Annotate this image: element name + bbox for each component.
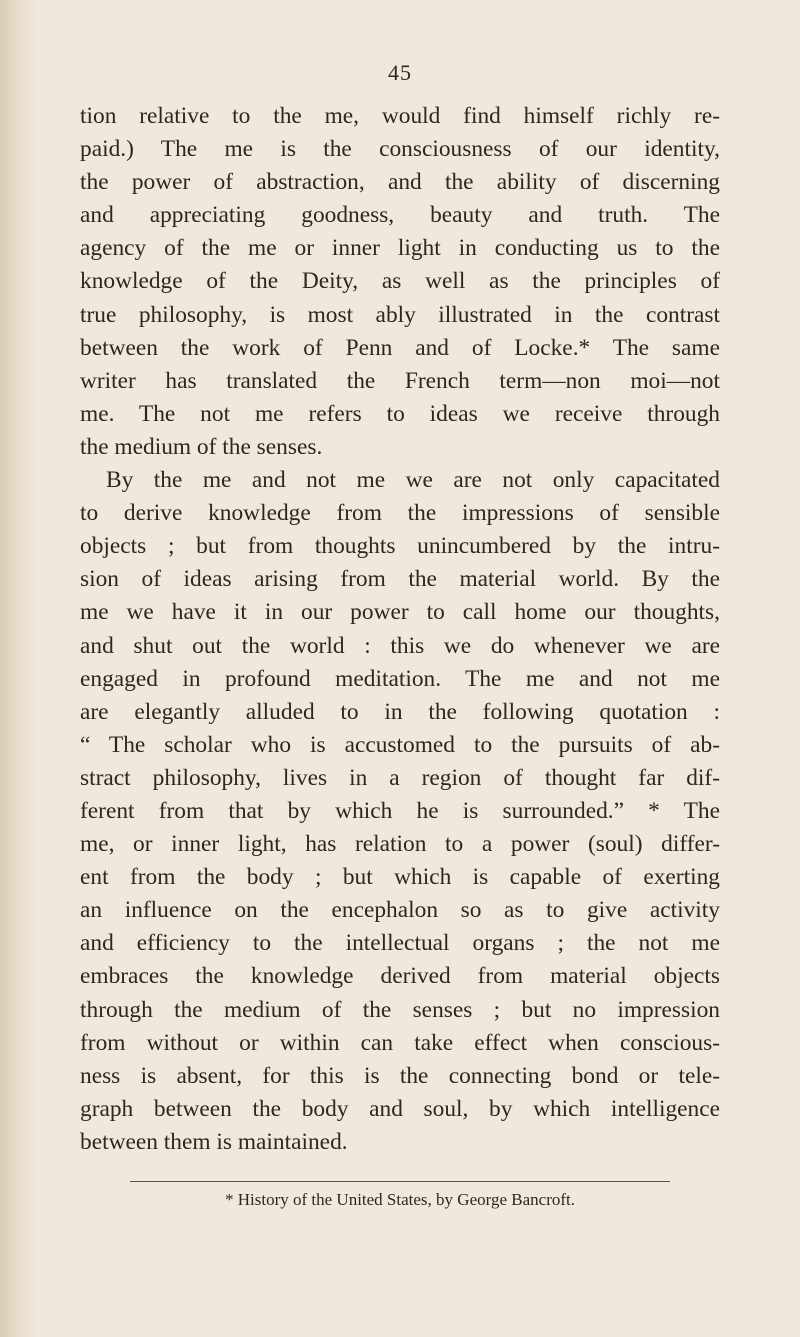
- text-line: me, or inner light, has relation to a power (soul) differ-: [80, 831, 720, 858]
- text-line: tion relative to the me, would find himself richly re-: [80, 103, 720, 129]
- footnote-divider: [130, 1181, 670, 1182]
- text-line: to derive knowledge from the impressions of sensible: [80, 500, 720, 527]
- text-line: engaged in profound meditation. The me and not me: [80, 665, 720, 692]
- text-line: me we have it in our power to call home our thoughts,: [80, 599, 720, 626]
- text-line: writer has translated the French term—non moi—not: [80, 367, 720, 394]
- text-line: agency of the me or inner light in conducting us to the: [80, 235, 720, 262]
- text-line: me. The not me refers to ideas we receive through: [80, 400, 720, 427]
- text-line: through the medium of the senses ; but no impression: [80, 996, 720, 1023]
- text-line: the medium of the senses.: [80, 433, 323, 460]
- text-line: ferent from that by which he is surrounded.” * The: [80, 797, 720, 824]
- text-line: ent from the body ; but which is capable of exerting: [80, 864, 720, 891]
- text-line: the power of abstraction, and the ability of discerning: [80, 169, 720, 196]
- text-line: graph between the body and soul, by which intelligence: [80, 1095, 720, 1122]
- text-line: stract philosophy, lives in a region of thought far dif-: [80, 764, 720, 791]
- text-line: and shut out the world : this we do whenever we are: [80, 632, 720, 659]
- text-line: are elegantly alluded to in the following quotation :: [80, 698, 720, 725]
- page-edge-shadow: [0, 0, 38, 1337]
- text-line: between them is maintained.: [80, 1128, 348, 1155]
- footnote: * History of the United States, by George Bancroft.: [224, 1190, 575, 1209]
- text-line: true philosophy, is most ably illustrated in the contrast: [80, 301, 720, 328]
- text-line: ness is absent, for this is the connecting bond or tele-: [80, 1062, 720, 1089]
- body-text: [80, 100, 720, 1159]
- text-line: an influence on the encephalon so as to give activity: [80, 897, 720, 924]
- text-line: knowledge of the Deity, as well as the principles of: [80, 268, 720, 295]
- text-line: sion of ideas arising from the material world. By the: [80, 566, 720, 593]
- text-line: from without or within can take effect when conscious-: [80, 1029, 720, 1056]
- text-line: between the work of Penn and of Locke.* The same: [80, 334, 720, 361]
- text-line: “ The scholar who is accustomed to the pursuits of ab-: [80, 731, 720, 758]
- text-line: objects ; but from thoughts unincumbered by the intru-: [80, 533, 720, 560]
- text-line: and efficiency to the intellectual organs ; the not me: [80, 930, 720, 957]
- page-number: 45: [388, 60, 412, 85]
- text-line: and appreciating goodness, beauty and truth. The: [80, 202, 720, 229]
- text-line: paid.) The me is the consciousness of our identity,: [80, 136, 720, 163]
- text-line: embraces the knowledge derived from material objects: [80, 963, 720, 990]
- text-line: By the me and not me we are not only capacitated: [106, 467, 720, 494]
